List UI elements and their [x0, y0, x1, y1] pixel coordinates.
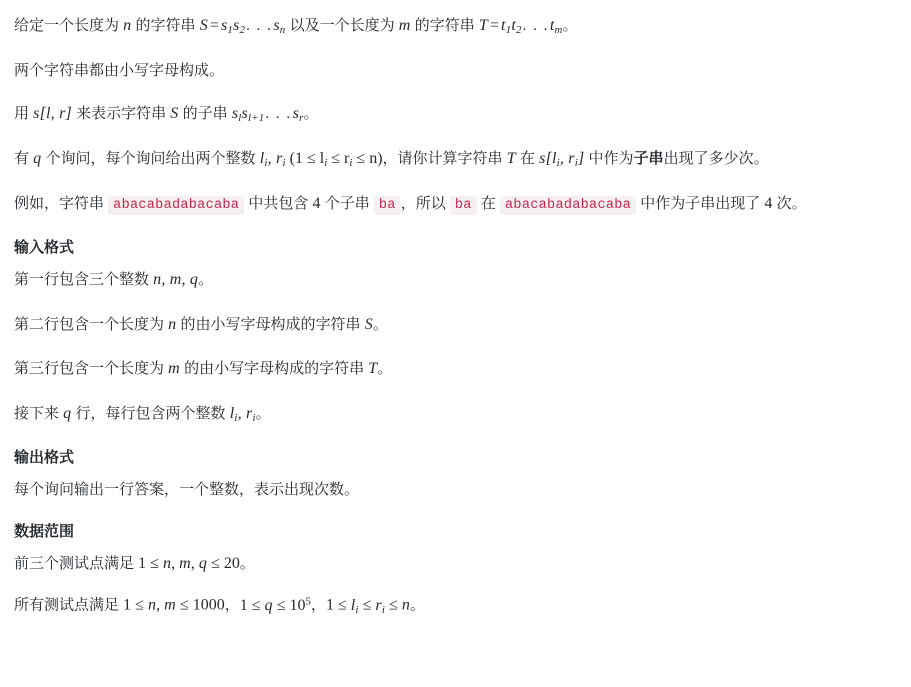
statement-line-4-mid5: 出现了多少次。 [663, 150, 769, 167]
substring-expr-end: $s_r$ [292, 105, 304, 125]
var-m-2: m [168, 360, 180, 378]
seq-t: $t_1t_2$ [501, 17, 522, 37]
input-format-line-1 [14, 268, 895, 293]
input-line-4-prefix: 接下来 [14, 405, 64, 423]
example-mid3: ，所以 [400, 194, 450, 212]
example-times: 4 [764, 194, 773, 212]
statement-line-3-prefix: 用 [14, 105, 34, 123]
statement-line-4-mid4: 中作为 [584, 150, 634, 167]
var-S: S [199, 17, 208, 34]
input-line-3-end: 。 [377, 360, 393, 378]
ellipsis-2: . . . [522, 18, 549, 34]
seq-s-n: $s_n$ [273, 17, 286, 37]
range-line-2-end: 。 [410, 596, 426, 614]
var-T-2: T [506, 150, 516, 167]
var-q: q [33, 150, 42, 167]
vars-n-m-q: n, m, q [153, 270, 199, 288]
statement-line-3 [14, 102, 895, 127]
var-m: m [398, 17, 411, 34]
input-line-3-mid: 的由小写字母构成的字符串 [179, 360, 369, 378]
statement-line-1-mid3: 的字符串 [410, 17, 479, 34]
notation-s-l-r: s[l, r] [33, 105, 72, 123]
input-line-3-prefix: 第三行包含一个长度为 [14, 360, 169, 378]
example-substring-code: ba [374, 196, 401, 215]
statement-line-4-mid1: 个询问，每个询问给出两个整数 [41, 150, 260, 167]
ellipsis-3: . . . [265, 106, 292, 123]
statement-line-4-bold: 子串 [633, 150, 664, 167]
example-prefix: 例如，字符串 [14, 194, 109, 212]
range-condition-2: 1 ≤ n, m ≤ 1000 [123, 596, 225, 614]
heading-data-range: 数据范围 [14, 523, 75, 541]
var-S-3: S [364, 315, 373, 333]
statement-line-4 [14, 147, 895, 172]
range-sep-2: ， [310, 596, 326, 614]
statement-example [14, 192, 895, 217]
example-string-code-2: abacabadabacaba [500, 196, 636, 215]
output-format-line-1: 每个询问输出一行答案，一个整数，表示出现次数。 [14, 481, 360, 499]
input-format-line-3 [14, 357, 895, 382]
statement-line-4-mid3: 在 [515, 150, 540, 167]
substring-expr: $s_ls_{l+1}$ [231, 105, 265, 125]
statement-line-1-mid1: 的字符串 [131, 17, 200, 34]
example-mid4: 在 [476, 194, 501, 212]
range-condition-1: 1 ≤ n, m, q ≤ 20 [138, 555, 240, 573]
var-T: T [478, 17, 488, 34]
vars-li-ri: $l_i$, $r_i$ [259, 150, 286, 170]
statement-line-3-mid: 来表示字符串 [71, 105, 171, 123]
range-line-1-end: 。 [239, 555, 255, 573]
statement-line-2: 两个字符串都由小写字母构成。 [14, 61, 225, 79]
var-S-2: S [170, 105, 179, 123]
seq-s: $s_1s_2$ [220, 17, 246, 37]
example-count: 4 [312, 194, 321, 212]
input-line-1-prefix: 第一行包含三个整数 [14, 270, 154, 288]
range-line-1-prefix: 前三个测试点满足 [14, 555, 139, 573]
input-line-2-mid: 的由小写字母构成的字符串 [176, 315, 365, 333]
input-line-1-end: 。 [198, 270, 214, 288]
seq-t-m: $t_m$ [549, 17, 563, 37]
range-s-li-ri: $s[l_i$, $r_i$] [539, 150, 585, 170]
equals-sign: = [209, 17, 219, 34]
example-mid1: 中共包含 [244, 194, 313, 212]
vars-li-ri-2: $l_i$, $r_i$ [229, 405, 256, 425]
range-condition-3: $1 \le q \le 10^5$ [239, 595, 311, 614]
var-n-2: n [168, 315, 177, 333]
statement-line-4-prefix: 有 [14, 150, 34, 167]
input-line-2-end: 。 [372, 315, 388, 333]
range-sep-1: ， [224, 596, 240, 614]
statement-line-1-prefix: 给定一个长度为 [14, 17, 124, 34]
input-line-4-mid: 行，每行包含两个整数 [71, 405, 230, 423]
example-mid5: 中作为子串出现了 [636, 194, 765, 212]
statement-line-1-mid2: 以及一个长度为 [285, 17, 399, 34]
var-q-2: q [63, 405, 72, 423]
range-line-2-prefix: 所有测试点满足 [14, 596, 124, 614]
condition-li-ri: $(1 \le l_i \le r_i \le n)$ [285, 150, 383, 170]
example-string-code: abacabadabacaba [108, 196, 244, 215]
heading-input-format: 输入格式 [14, 238, 75, 256]
equals-sign-2: = [490, 17, 500, 34]
input-line-4-end: 。 [255, 405, 271, 423]
statement-line-3-mid2: 的子串 [178, 105, 232, 123]
example-substring-code-2: ba [450, 196, 477, 215]
statement-line-3-end: 。 [303, 105, 319, 123]
heading-output-format: 输出格式 [14, 449, 75, 467]
var-T-3: T [368, 360, 378, 378]
example-mid2: 个子串 [320, 194, 374, 212]
data-range-line-1 [14, 552, 895, 577]
var-n: n [123, 17, 132, 34]
ellipsis-1: . . . [246, 18, 273, 34]
data-range-line-2 [14, 593, 895, 618]
input-format-line-2 [14, 313, 895, 338]
statement-line-4-mid2: ，请你计算字符串 [382, 150, 507, 167]
input-line-2-prefix: 第二行包含一个长度为 [14, 315, 169, 333]
statement-line-1-end: 。 [562, 17, 578, 34]
range-condition-4: $1 \le l_i \le r_i \le n$ [325, 596, 411, 616]
example-end: 次。 [772, 194, 807, 212]
statement-line-1 [14, 14, 895, 39]
input-format-line-4 [14, 402, 895, 427]
